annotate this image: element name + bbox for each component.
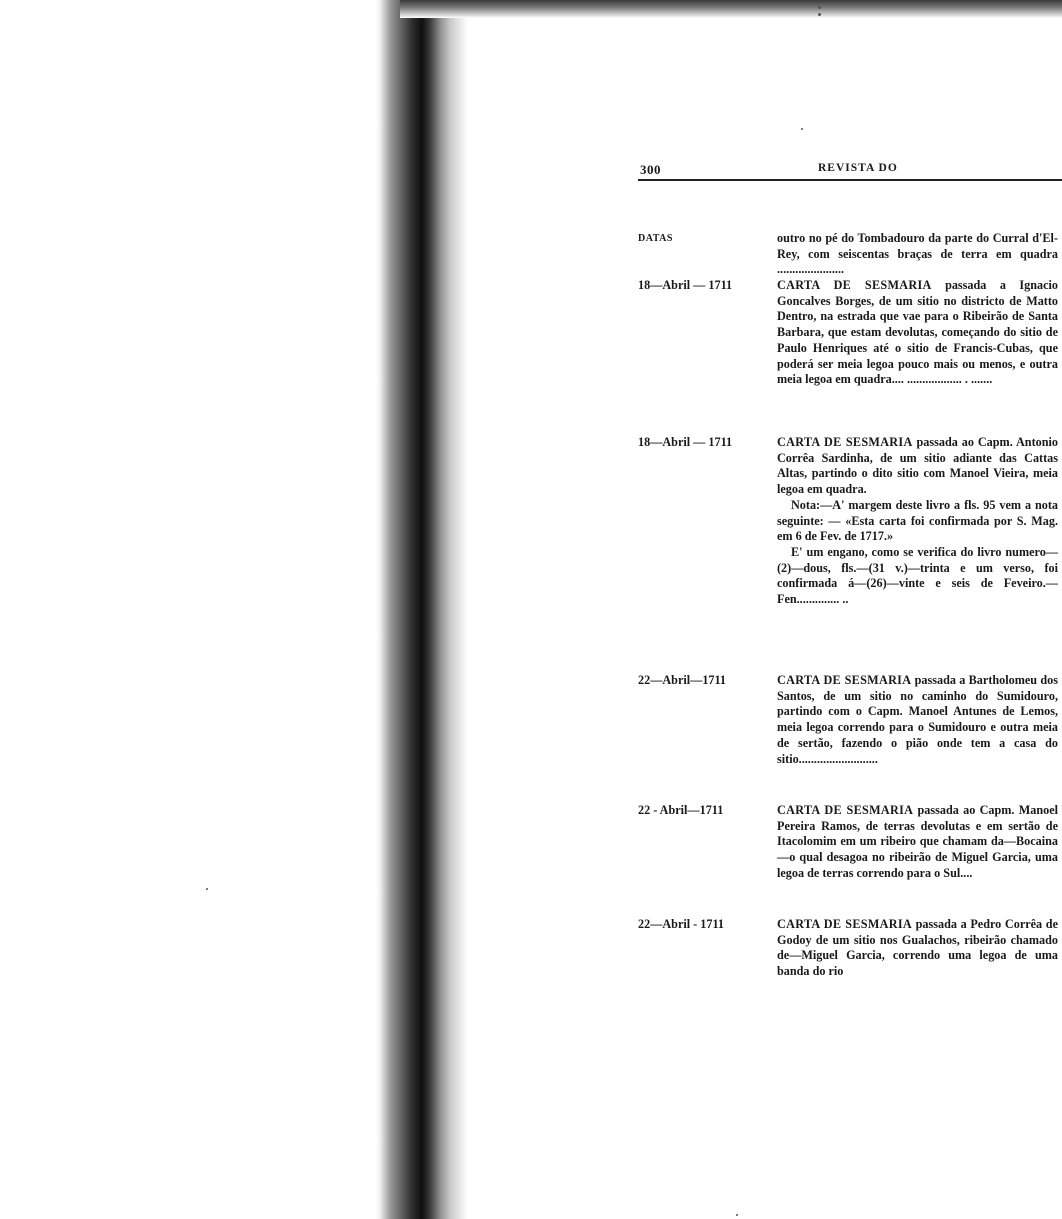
- entry-body: [777, 673, 1058, 767]
- entry-body: [777, 278, 1058, 388]
- scan-speck: [206, 888, 208, 890]
- entry-note: E' um engano, como se verifica do livro numero—(2)—dous, fls.—(31 v.)—trinta e um verso, foi confirmada á—(26)—vinte e seis de Feveiro.—Fen.............. ..: [777, 544, 1058, 607]
- entry-date: 18—Abril — 1711: [638, 278, 733, 292]
- entry-date: 22 - Abril—1711: [638, 803, 724, 817]
- entry-text: passada a Bartholomeu dos Santos, de um sitio no caminho do Sumidouro, partindo com o Capm. Manoel Antunes de Lemos, meia legoa correndo para o Sumidouro e outra meia de sertão, fazendo o pião onde tem a casa do sitio..........................: [777, 673, 1058, 766]
- continuation-text: outro no pé do Tombadouro da parte do Curral d'El-Rey, com seiscentas braças de terra em quadra ......................: [777, 231, 1058, 277]
- entry-body: [777, 917, 1058, 980]
- scan-speck: [801, 128, 803, 130]
- entry-lead: CARTA DE SESMARIA: [777, 673, 912, 687]
- entry-date: 18—Abril — 1711: [638, 435, 733, 449]
- page-top-shadow: [400, 0, 1062, 18]
- entry-note: Nota:—A' margem deste livro a fls. 95 vem a nota seguinte: — «Esta carta foi confirmada por S. Mag. em 6 de Fev. de 1717.»: [777, 497, 1058, 544]
- entry-lead: CARTA DE SESMARIA: [777, 803, 914, 817]
- scan-speck: [736, 1214, 738, 1216]
- scan-speck: [818, 6, 821, 9]
- entry-lead: CARTA DE SESMARIA: [777, 917, 912, 931]
- header-rule: [638, 179, 1062, 181]
- scan-speck: [818, 13, 821, 16]
- entry-date: 22—Abril - 1711: [638, 917, 724, 931]
- running-head: REVISTA DO: [818, 162, 898, 174]
- page-header: [638, 160, 1062, 178]
- column-label-datas: DATAS: [638, 233, 673, 244]
- book-gutter-shadow: [376, 0, 468, 1219]
- entry-text: passada ao Capm. Manoel Pereira Ramos, de terras devolutas e em sertão de Itacolomim em um ribeiro que chamam da—Bocaina—o qual desagoa no ribeirão de Miguel Garcia, uma legoa de terras correndo para o Sul....: [777, 803, 1058, 880]
- entry-lead: CARTA DE SESMARIA: [777, 435, 913, 449]
- entry-text: passada ao Capm. Antonio Corrêa Sardinha, de um sitio adiante das Cattas Altas, partindo o dito sitio com Manoel Vieira, meia legoa em quadra.: [777, 435, 1058, 497]
- entry-body: [777, 435, 1058, 498]
- entry-date: 22—Abril—1711: [638, 673, 727, 687]
- page-number: 300: [640, 162, 661, 177]
- entry-text: passada a Ignacio Goncalves Borges, de um sitio no districto de Matto Dentro, na estrada que vae para o Ribeirão de Santa Barbara, que estam devolutas, começando do sitio de Paulo Henriques até o sitio de Francis-Cubas, que poderá ser meia legoa pouco mais ou menos, e outra meia legoa em quadra.... .................. . .......: [777, 278, 1058, 387]
- entry-text: passada a Pedro Corrêa de Godoy de um sitio nos Gualachos, ribeirão chamado de—Miguel Garcia, correndo uma legoa de uma banda do rio: [777, 917, 1058, 979]
- entry-lead: CARTA DE SESMARIA: [777, 278, 932, 292]
- entry-body: [777, 803, 1058, 882]
